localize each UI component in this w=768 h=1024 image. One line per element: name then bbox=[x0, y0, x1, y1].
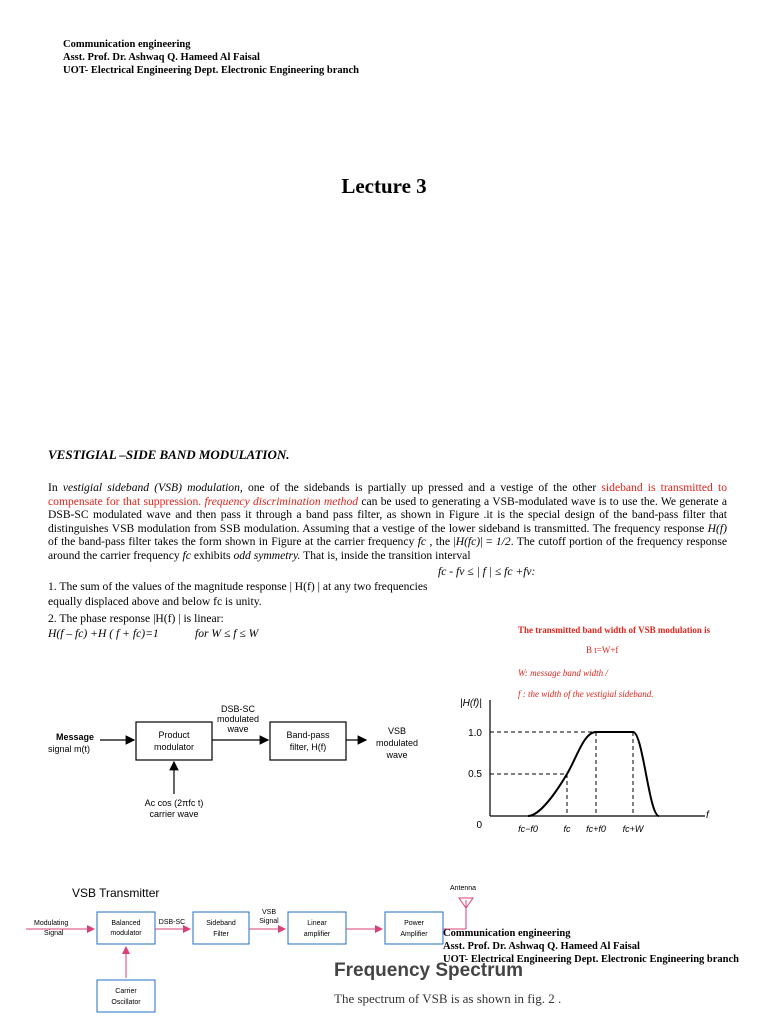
para-run: frequency discrimination method bbox=[204, 494, 359, 508]
tx-osc-1: Carrier bbox=[115, 988, 137, 995]
para-run: fc bbox=[417, 535, 427, 549]
fv-definition: f : the width of the vestigial sideband. bbox=[518, 689, 654, 699]
list-item-2: 2. The phase response |H(f) | is linear: bbox=[48, 612, 224, 625]
tx-balanced-2: modulator bbox=[110, 930, 142, 937]
bd-bpf-1: Band-pass bbox=[286, 730, 330, 740]
tx-antenna: Antenna bbox=[450, 885, 477, 892]
phase-equation: H(f – fc) +H ( f + fc)=1 bbox=[48, 627, 159, 640]
para-run: H(fc) bbox=[455, 535, 481, 549]
plot-xtick-3: fc+f0 bbox=[586, 824, 606, 834]
phase-range: for W ≤ f ≤ W bbox=[195, 627, 259, 640]
bd-output-3: wave bbox=[386, 750, 408, 760]
bd-input-label-1: Message bbox=[56, 732, 95, 742]
para-run: odd symmetry. bbox=[233, 548, 301, 562]
para-run: , the | bbox=[426, 535, 456, 549]
para-run: fc bbox=[182, 548, 191, 562]
tx-input-1: Modulating bbox=[34, 920, 69, 927]
para-run: In bbox=[48, 481, 63, 494]
bd-input-label-2: signal m(t) bbox=[48, 744, 91, 754]
header-author: Asst. Prof. Dr. Ashwaq Q. Hameed Al Faisal bbox=[63, 52, 260, 63]
bandwidth-formula: B t=W+f bbox=[586, 645, 619, 655]
tx-power-2: Amplifier bbox=[400, 931, 428, 938]
spectrum-caption: The spectrum of VSB is as shown in fig. 2 . bbox=[334, 991, 562, 1006]
section-heading: VESTIGIAL –SIDE BAND MODULATION. bbox=[48, 447, 290, 462]
para-run: exhibits bbox=[190, 548, 234, 562]
plot-ylabel: |H(f)| bbox=[460, 698, 482, 709]
bd-carrier-1: Ac cos (2πfc t) bbox=[144, 798, 204, 808]
transition-interval: fc - fv ≤ | f | ≤ fc +fv: bbox=[438, 565, 536, 578]
lecture-title: Lecture 3 bbox=[341, 174, 427, 198]
bd-carrier-2: carrier wave bbox=[149, 809, 199, 819]
para-run: 1/2 bbox=[495, 535, 511, 549]
tx-input-2: Signal bbox=[44, 930, 64, 937]
transmitter-title: VSB Transmitter bbox=[72, 886, 160, 900]
tx-osc-2: Oscillator bbox=[111, 999, 141, 1006]
tx-sideband-1: Sideband bbox=[206, 920, 236, 927]
frequency-response-plot bbox=[460, 698, 710, 834]
list-item-1-line-2: equally displaced above and below fc is unity. bbox=[48, 595, 262, 608]
w-definition: W: message band width / bbox=[518, 668, 608, 678]
header-author: Asst. Prof. Dr. Ashwaq Q. Hameed Al Faisal bbox=[443, 941, 640, 952]
bandwidth-note-title: The transmitted band width of VSB modulation is bbox=[518, 625, 711, 635]
para-run: can be used to generating a VSB-modulated wave is to use the. We generate a DSB-SC modulated wave and then pass it through a band pass filter, as shown in Figure .it is the special design of the band-pass filter that distinguishes VSB modulation from SSB modulation. Assuming that a vestige of the lower sideband is transmitted. The frequency response bbox=[48, 494, 727, 535]
tx-dsbsc: DSB-SC bbox=[158, 919, 186, 926]
tx-vsb-1: VSB bbox=[261, 909, 277, 916]
plot-xtick-2: fc bbox=[563, 824, 571, 834]
para-run: | = bbox=[480, 535, 496, 549]
plot-ytick-0: 0 bbox=[476, 820, 482, 831]
linear-amplifier-block bbox=[288, 912, 346, 944]
sideband-filter-block bbox=[193, 912, 249, 944]
plot-ytick-05: 0.5 bbox=[468, 769, 482, 780]
plot-ytick-1: 1.0 bbox=[468, 728, 482, 739]
para-run: . The cutoff portion of the frequency response around the carrier frequency bbox=[48, 535, 727, 562]
bd-product-1: Product bbox=[158, 730, 190, 740]
bd-output-2: modulated bbox=[375, 738, 419, 748]
bd-product-2: modulator bbox=[153, 742, 195, 752]
para-run: of the band-pass filter takes the form shown in Figure at the carrier frequency bbox=[48, 535, 418, 549]
para-run: That is, inside the transition interval bbox=[300, 548, 471, 562]
bd-dsb-3: wave bbox=[227, 724, 249, 734]
tx-linear-2: amplifier bbox=[303, 931, 331, 938]
bd-output-1: VSB bbox=[387, 726, 407, 736]
header-course: Communication engineering bbox=[63, 39, 191, 50]
plot-xtick-1: fc−f0 bbox=[518, 824, 538, 834]
list-item-1-line-1: 1. The sum of the values of the magnitude response | H(f) | at any two frequencies bbox=[48, 580, 428, 593]
plot-marks bbox=[490, 732, 659, 816]
bandpass-filter-block bbox=[270, 722, 346, 760]
header-department: UOT- Electrical Engineering Dept. Electronic Engineering branch bbox=[63, 65, 360, 76]
header-department: UOT- Electrical Engineering Dept. Electronic Engineering branch bbox=[443, 954, 740, 965]
tx-vsb-2: Signal bbox=[259, 918, 279, 925]
product-modulator-block bbox=[136, 722, 212, 760]
tx-sideband-2: Filter bbox=[213, 931, 229, 938]
vsb-block-diagram bbox=[48, 704, 418, 819]
para-run: one of the sidebands is partially up pressed and a vestige of the other bbox=[242, 481, 602, 494]
bd-bpf-2: filter, H(f) bbox=[289, 742, 327, 752]
para-run: H(f) bbox=[707, 521, 727, 535]
power-amplifier-block bbox=[385, 912, 443, 944]
plot-xlabel: f bbox=[706, 810, 709, 821]
balanced-modulator-block bbox=[97, 912, 155, 944]
carrier-oscillator-block bbox=[97, 980, 155, 1012]
tx-linear-1: Linear bbox=[307, 920, 327, 927]
plot-xtick-4: fc+W bbox=[622, 824, 644, 834]
para-run: sideband is transmitted to compensate for that suppression. bbox=[48, 481, 727, 508]
tx-power-1: Power bbox=[404, 920, 424, 927]
tx-balanced-1: Balanced bbox=[111, 920, 141, 927]
spectrum-title: Frequency Spectrum bbox=[334, 960, 523, 981]
para-run: vestigial sideband (VSB) modulation, bbox=[62, 481, 243, 494]
bd-dsb-2: modulated bbox=[216, 714, 260, 724]
header-course: Communication engineering bbox=[443, 928, 571, 939]
bd-dsb-1: DSB-SC bbox=[220, 704, 256, 714]
